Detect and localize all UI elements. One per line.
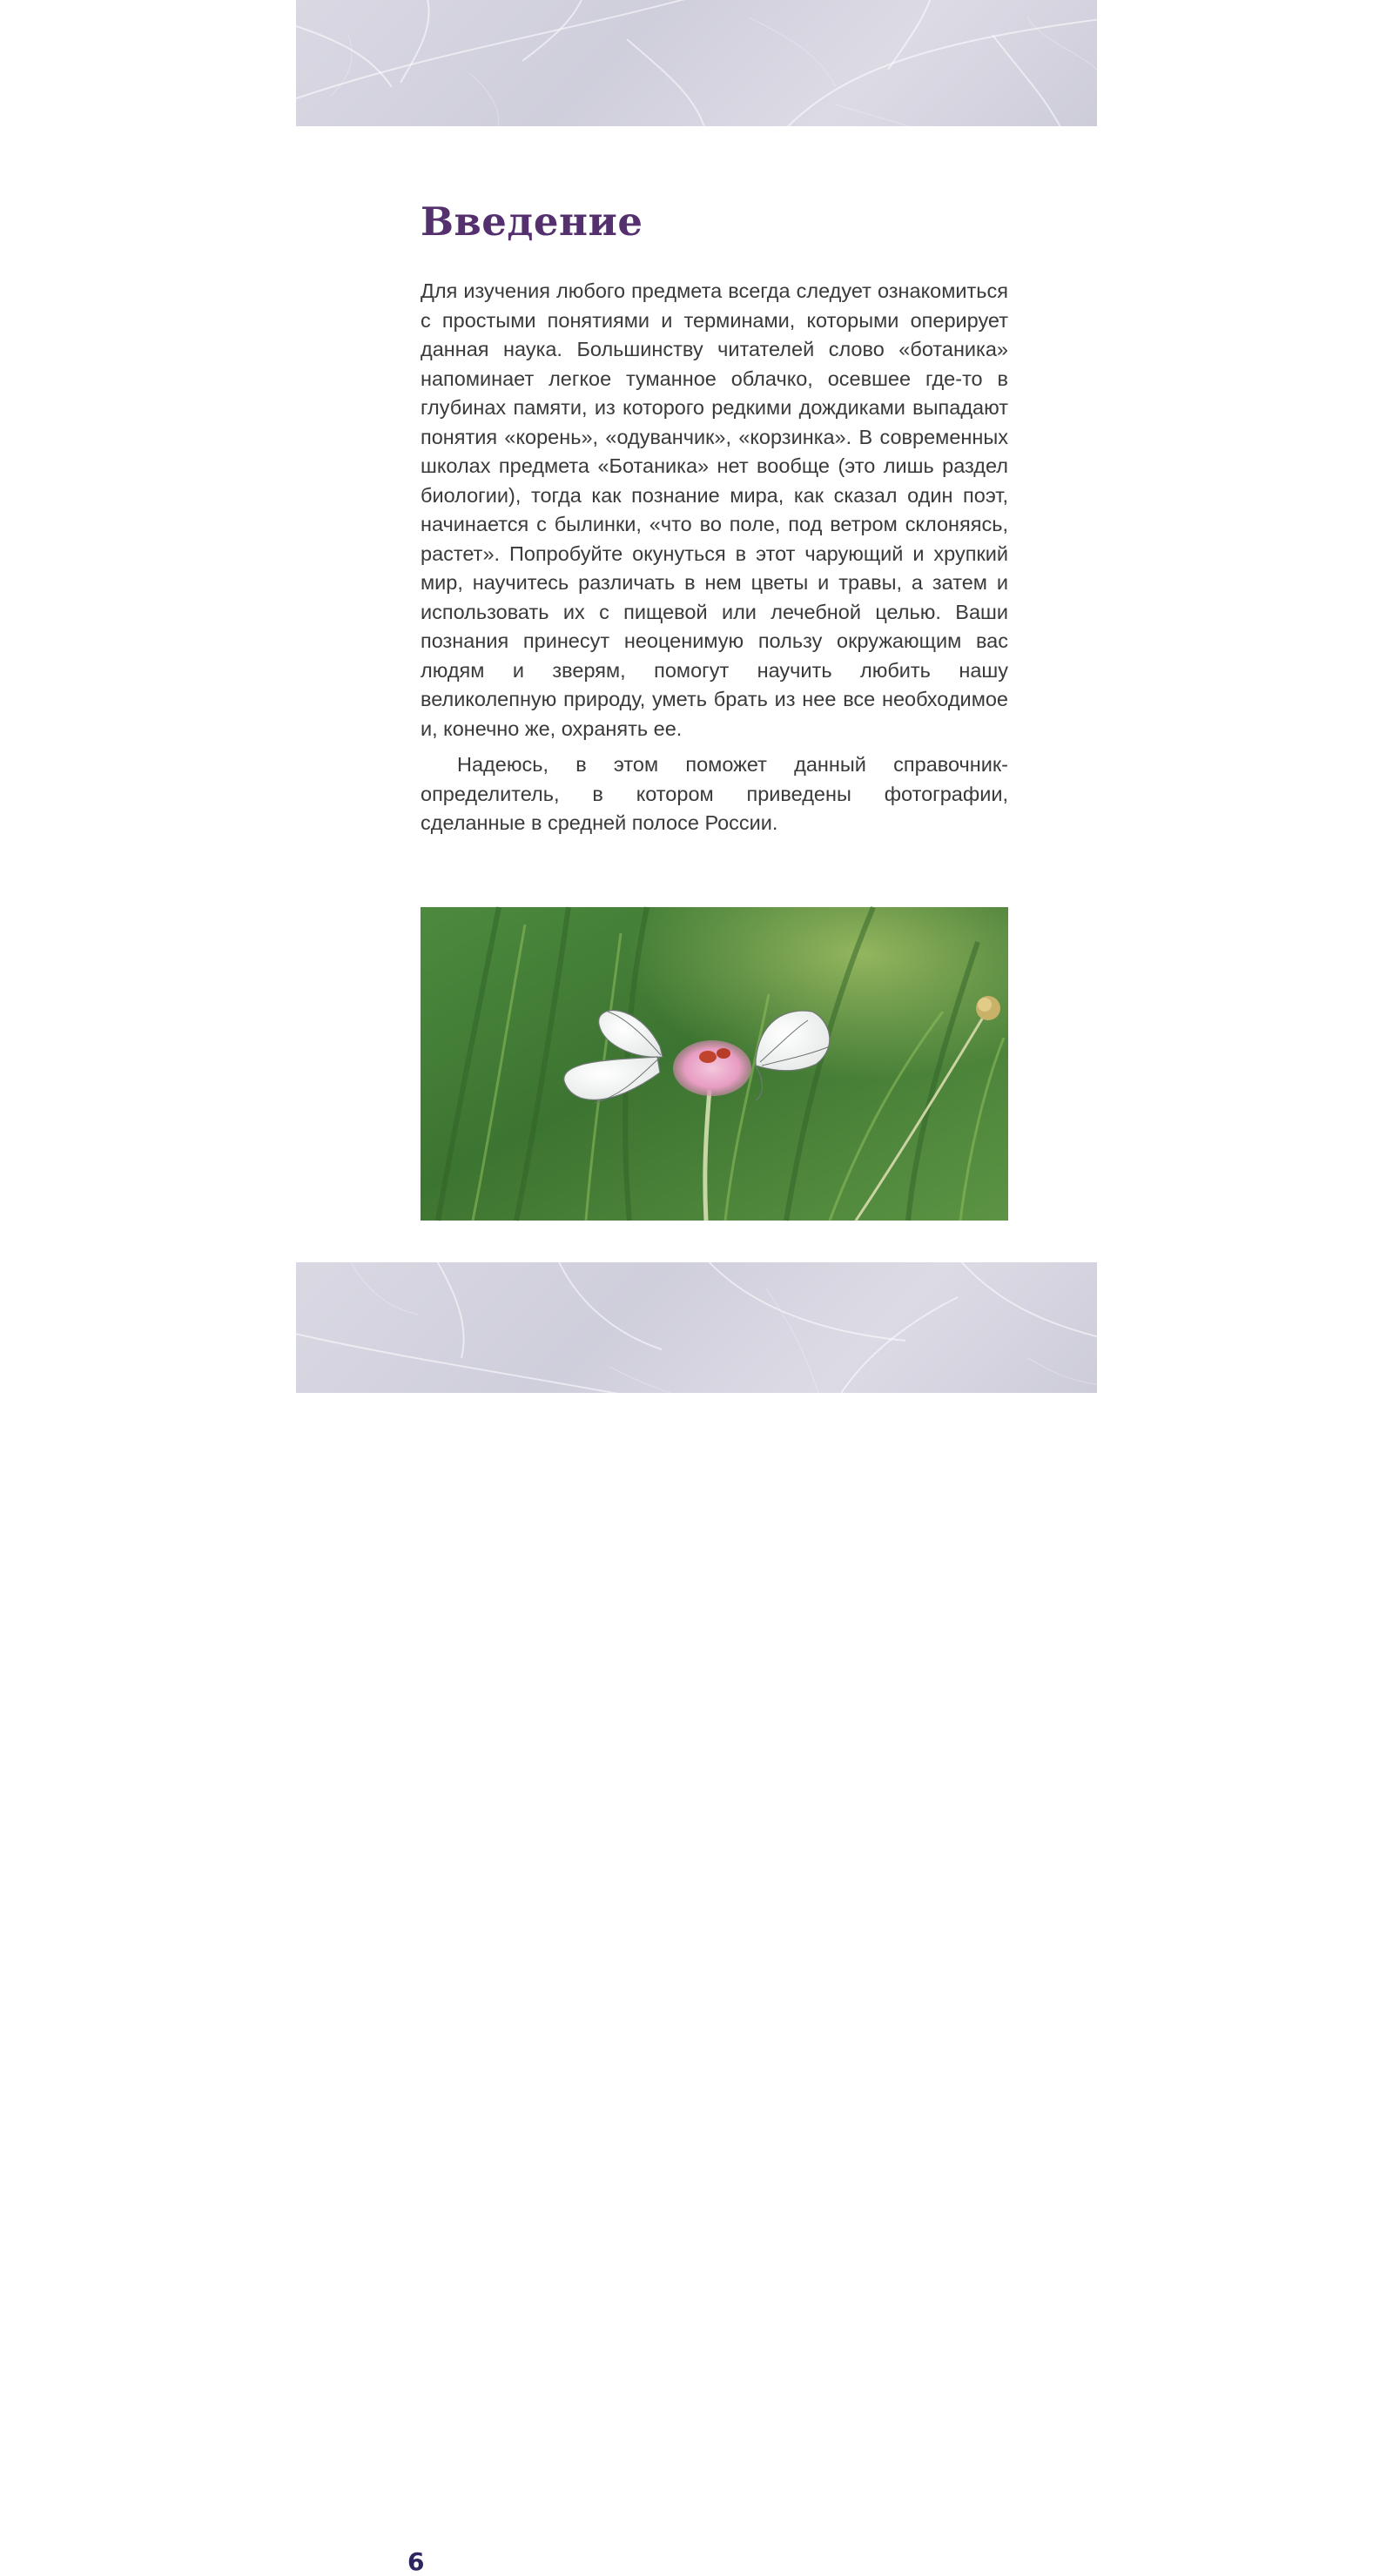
book-page — [296, 0, 1097, 2576]
butterflies-photo — [421, 907, 1008, 1221]
leaf-vein-pattern — [296, 1262, 1097, 1393]
header-leaf-band — [296, 0, 1097, 126]
leaf-vein-pattern — [296, 0, 1097, 126]
footer-leaf-band — [296, 1262, 1097, 2576]
paragraph: Для изучения любого предмета всегда следует ознакомиться с простыми понятиями и терминами, которыми оперирует данная наука. Большинству читателей слово «ботаника» напоминает легкое туманное облачко, осевшее где-то в глубинах памяти, из которого редкими дождиками выпадают понятия «корень», «одуванчик», «корзинка». В современных школах предмета «Ботаника» нет вообще (это лишь раздел биологии), тогда как познание мира, как сказал один поэт, начинается с былинки, «что во поле, под ветром склоняясь, растет». Попробуйте окунуться в этот чарующий и хрупкий мир, научитесь различать в нем цветы и травы, а затем и использовать их с пищевой или лечебной целью. Ваши познания принесут неоценимую пользу окружающим вас людям и зверям, помогут научить любить нашу великолепную природу, уметь брать из нее все необходимое и, конечно же, охранять ее. — [421, 279, 1008, 740]
chapter-title: Введение — [421, 198, 643, 245]
page-number: 6 — [407, 2547, 425, 2576]
paragraph: Надеюсь, в этом поможет данный справочник-определитель, в котором приведены фотографии, сделанные в средней полосе России. — [421, 753, 1008, 834]
chapter-body — [421, 277, 1008, 838]
